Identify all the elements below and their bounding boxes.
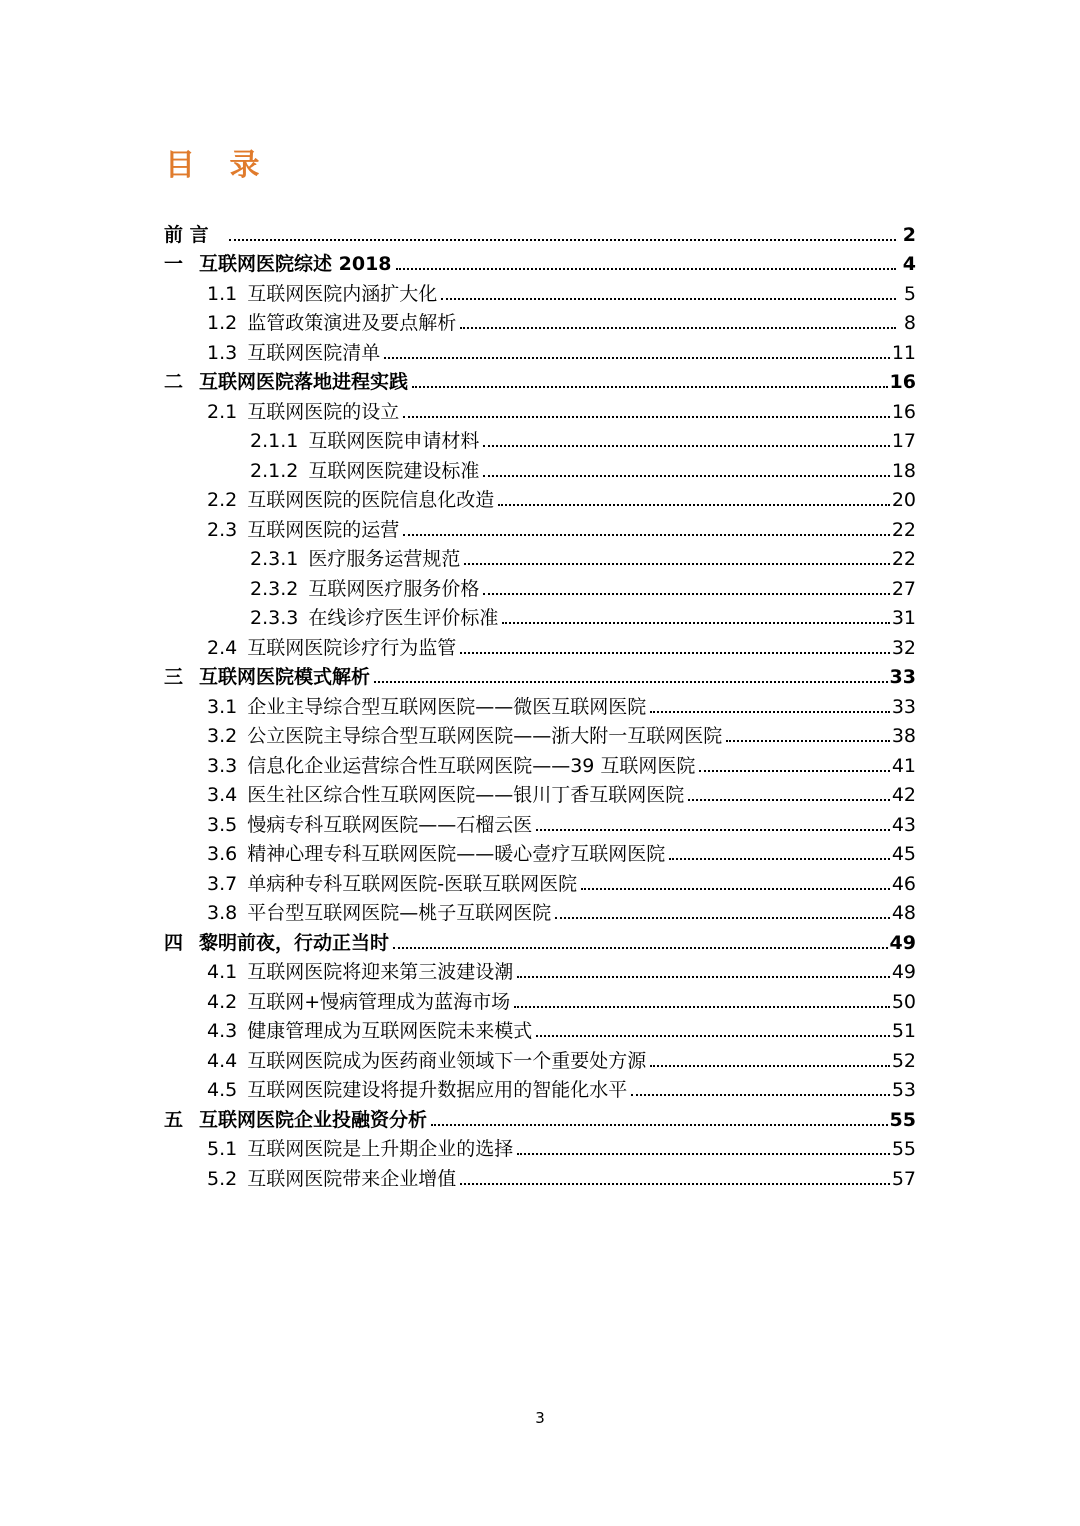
dot-leader	[514, 1006, 890, 1008]
toc-entry-label	[250, 607, 498, 629]
dot-leader	[536, 1035, 890, 1037]
toc-entry-label	[250, 548, 460, 570]
toc-entry[interactable]	[164, 511, 916, 541]
toc-entry-text: 互联网医院成为医药商业领域下一个重要处方源	[247, 1049, 647, 1072]
toc-entry-text: 互联网+慢病管理成为蓝海市场	[247, 990, 511, 1013]
toc-entry-number: 2.3.1	[250, 548, 299, 570]
toc-entry-page: 33	[891, 695, 916, 718]
dot-leader	[229, 239, 896, 241]
toc-entry[interactable]	[164, 1042, 916, 1072]
dot-leader	[483, 593, 889, 595]
toc-entry-number: 2.1.2	[250, 459, 299, 482]
toc-entry[interactable]	[164, 659, 916, 689]
toc-entry-number: 4.3	[207, 1020, 238, 1042]
toc-entry-label	[207, 784, 684, 806]
table-of-contents	[164, 216, 916, 1190]
toc-entry-number: 3.1	[207, 695, 238, 718]
toc-entry[interactable]	[164, 1072, 916, 1102]
toc-entry[interactable]	[164, 600, 916, 630]
toc-entry-number: 2.3.3	[250, 607, 299, 629]
toc-entry[interactable]	[164, 1131, 916, 1161]
dot-leader	[699, 770, 889, 772]
toc-entry-page: 20	[891, 489, 916, 511]
toc-entry-label	[207, 342, 380, 364]
toc-entry-text: 互联网医院的运营	[247, 518, 400, 541]
toc-entry-label	[164, 932, 389, 954]
toc-entry-page: 55	[891, 1138, 916, 1160]
toc-entry-page: 53	[891, 1079, 916, 1101]
dot-leader	[498, 504, 890, 506]
dot-leader	[631, 1094, 890, 1096]
dot-leader	[393, 947, 888, 949]
toc-entry-label	[164, 224, 225, 246]
dot-leader	[384, 357, 890, 359]
toc-entry-text: 健康管理成为互联网医院未来模式	[247, 1020, 533, 1042]
toc-entry-text: 互联网医院建设标准	[308, 459, 480, 482]
toc-entry-label	[207, 843, 665, 865]
toc-entry-page: 8	[903, 312, 916, 334]
toc-title: 目 录	[165, 148, 272, 183]
toc-entry-text: 互联网医院将迎来第三波建设潮	[247, 961, 514, 983]
toc-entry-page: 51	[891, 1020, 916, 1042]
dot-leader	[517, 976, 890, 978]
toc-entry-page: 38	[891, 725, 916, 747]
toc-entry-text: 信息化企业运营综合性互联网医院——39 互联网医院	[247, 754, 696, 777]
toc-entry[interactable]	[164, 423, 916, 453]
toc-entry-text: 互联网医院诊疗行为监管	[247, 636, 457, 659]
toc-entry-label	[250, 578, 479, 600]
toc-entry-page: 33	[889, 666, 916, 688]
toc-entry-page: 16	[891, 400, 916, 423]
toc-entry[interactable]	[164, 570, 916, 600]
toc-entry-page: 57	[891, 1167, 916, 1190]
toc-entry[interactable]	[164, 541, 916, 571]
dot-leader	[412, 386, 888, 388]
toc-entry-label	[207, 519, 399, 541]
toc-entry-text: 在线诊疗医生评价标准	[308, 607, 499, 629]
toc-entry-label	[164, 1109, 427, 1131]
toc-entry-label	[207, 873, 577, 895]
toc-entry-text: 互联网医院模式解析	[199, 666, 371, 688]
toc-entry[interactable]	[164, 924, 916, 954]
dot-leader	[688, 799, 890, 801]
toc-entry-text: 精神心理专科互联网医院——暖心壹疗互联网医院	[247, 843, 666, 865]
toc-entry-number: 一	[164, 253, 184, 275]
toc-entry-label	[250, 460, 479, 482]
toc-entry-page: 42	[891, 784, 916, 806]
toc-entry-number: 3.4	[207, 784, 238, 806]
toc-entry-number: 三	[164, 666, 184, 688]
toc-entry-text: 互联网医疗服务价格	[308, 577, 480, 600]
toc-entry-page: 32	[891, 636, 916, 659]
toc-entry-page: 31	[891, 607, 916, 629]
toc-entry[interactable]	[164, 806, 916, 836]
toc-entry-number: 2.4	[207, 636, 238, 659]
toc-entry-text: 监管政策演进及要点解析	[247, 312, 457, 334]
toc-entry-label	[207, 902, 551, 924]
dot-leader	[431, 1124, 888, 1126]
toc-entry-text: 互联网医院落地进程实践	[199, 371, 409, 393]
toc-entry-text: 互联网医院带来企业增值	[247, 1167, 457, 1190]
toc-entry-number: 五	[164, 1108, 184, 1131]
dot-leader	[581, 888, 890, 890]
toc-entry[interactable]	[164, 1101, 916, 1131]
toc-entry[interactable]	[164, 334, 916, 364]
toc-entry-page: 17	[891, 430, 916, 452]
toc-entry-page: 2	[902, 223, 916, 246]
toc-entry[interactable]	[164, 688, 916, 718]
toc-entry-text: 互联网医院的设立	[247, 400, 400, 423]
toc-entry-page: 16	[889, 371, 916, 393]
toc-entry[interactable]	[164, 482, 916, 512]
toc-entry-label	[164, 253, 392, 275]
toc-entry-label	[207, 1168, 456, 1190]
toc-entry-label	[207, 283, 437, 305]
toc-entry-number: 2.1.1	[250, 430, 299, 452]
dot-leader	[374, 681, 888, 683]
toc-entry-page: 5	[903, 282, 916, 305]
toc-entry-number: 3.8	[207, 902, 238, 924]
toc-entry-page: 4	[902, 253, 916, 275]
toc-entry-text: 互联网医院综述 2018	[199, 253, 392, 275]
toc-entry-text: 医生社区综合性互联网医院——银川丁香互联网医院	[247, 784, 685, 806]
toc-entry[interactable]	[164, 954, 916, 984]
toc-entry-number: 3.5	[207, 813, 238, 836]
toc-entry-page: 41	[891, 754, 916, 777]
toc-entry-number: 前 言	[164, 223, 209, 246]
toc-entry-label	[207, 312, 456, 334]
toc-entry-label	[207, 696, 646, 718]
toc-entry[interactable]	[164, 1013, 916, 1043]
toc-entry-text: 互联网医院内涵扩大化	[247, 282, 438, 305]
dot-leader	[441, 298, 896, 300]
toc-entry-page: 46	[891, 872, 916, 895]
toc-entry-text: 互联网医院清单	[247, 341, 381, 364]
toc-entry-number: 四	[164, 931, 184, 954]
dot-leader	[483, 445, 889, 447]
toc-entry-label	[207, 814, 532, 836]
toc-entry[interactable]	[164, 895, 916, 925]
toc-entry-text: 互联网医院的医院信息化改造	[247, 489, 495, 511]
toc-entry-page: 43	[891, 813, 916, 836]
toc-entry-number: 3.2	[207, 725, 238, 747]
dot-leader	[502, 622, 889, 624]
toc-entry-text: 公立医院主导综合型互联网医院——浙大附一互联网医院	[247, 725, 723, 747]
toc-entry-text: 互联网医院是上升期企业的选择	[247, 1138, 514, 1160]
toc-entry-label	[207, 637, 456, 659]
toc-entry[interactable]	[164, 836, 916, 866]
toc-entry-number: 5.2	[207, 1167, 238, 1190]
dot-leader	[650, 1065, 890, 1067]
dot-leader	[536, 829, 890, 831]
dot-leader	[403, 534, 890, 536]
toc-entry-number: 5.1	[207, 1138, 238, 1160]
dot-leader	[460, 1183, 890, 1185]
dot-leader	[403, 416, 890, 418]
toc-entry[interactable]	[164, 865, 916, 895]
dot-leader	[517, 1153, 890, 1155]
toc-entry-number: 3.3	[207, 754, 238, 777]
toc-entry[interactable]	[164, 305, 916, 335]
toc-entry-page: 50	[891, 990, 916, 1013]
toc-entry-page: 18	[891, 459, 916, 482]
dot-leader	[460, 652, 890, 654]
toc-entry-text: 单病种专科互联网医院-医联互联网医院	[247, 872, 578, 895]
toc-entry-page: 45	[891, 843, 916, 865]
toc-entry[interactable]	[164, 364, 916, 394]
page-number: 3	[535, 1409, 545, 1427]
toc-entry-label	[207, 991, 510, 1013]
dot-leader	[396, 268, 896, 270]
toc-entry-label	[250, 430, 479, 452]
toc-entry-number: 4.2	[207, 990, 238, 1013]
toc-entry-label	[164, 666, 370, 688]
toc-entry-label	[207, 725, 722, 747]
dot-leader	[460, 327, 896, 329]
toc-entry[interactable]	[164, 216, 916, 246]
toc-entry-page: 55	[889, 1108, 916, 1131]
toc-entry-label	[207, 961, 513, 983]
toc-entry[interactable]	[164, 777, 916, 807]
toc-entry[interactable]	[164, 629, 916, 659]
toc-entry[interactable]	[164, 747, 916, 777]
toc-entry[interactable]	[164, 718, 916, 748]
toc-entry-label	[207, 1050, 646, 1072]
toc-entry-number: 4.5	[207, 1079, 238, 1101]
toc-entry-number: 3.7	[207, 872, 238, 895]
toc-entry-number: 1.3	[207, 341, 238, 364]
toc-entry-text: 慢病专科互联网医院——石榴云医	[247, 813, 533, 836]
toc-entry-number: 4.4	[207, 1049, 238, 1072]
toc-entry-number: 4.1	[207, 961, 238, 983]
toc-entry-label	[207, 755, 695, 777]
toc-entry-label	[207, 401, 399, 423]
toc-entry-label	[207, 489, 494, 511]
toc-entry-label	[164, 371, 408, 393]
toc-entry-label	[207, 1020, 532, 1042]
toc-entry-page: 49	[891, 961, 916, 983]
toc-entry[interactable]	[164, 393, 916, 423]
toc-entry-page: 27	[891, 577, 916, 600]
toc-entry-text: 平台型互联网医院—桃子互联网医院	[247, 902, 552, 924]
toc-entry-number: 2.3	[207, 518, 238, 541]
toc-entry-page: 52	[891, 1049, 916, 1072]
toc-entry[interactable]	[164, 275, 916, 305]
toc-entry-number: 二	[164, 371, 184, 393]
toc-entry-page: 49	[889, 931, 916, 954]
toc-entry[interactable]	[164, 452, 916, 482]
toc-entry-number: 1.1	[207, 282, 238, 305]
toc-entry-text: 互联网医院建设将提升数据应用的智能化水平	[247, 1079, 628, 1101]
dot-leader	[555, 917, 890, 919]
dot-leader	[483, 475, 889, 477]
toc-entry[interactable]	[164, 1160, 916, 1190]
toc-entry-text: 互联网医院申请材料	[308, 430, 480, 452]
toc-entry[interactable]	[164, 246, 916, 276]
dot-leader	[464, 563, 889, 565]
toc-entry-number: 1.2	[207, 312, 238, 334]
toc-entry-text: 互联网医院企业投融资分析	[199, 1108, 428, 1131]
toc-entry-number: 3.6	[207, 843, 238, 865]
dot-leader	[669, 858, 890, 860]
dot-leader	[726, 740, 890, 742]
toc-entry-text: 医疗服务运营规范	[308, 548, 461, 570]
toc-entry-number: 2.2	[207, 489, 238, 511]
toc-entry-page: 22	[891, 518, 916, 541]
toc-entry-page: 22	[891, 548, 916, 570]
toc-entry-text: 企业主导综合型互联网医院——微医互联网医院	[247, 695, 647, 718]
toc-entry-number: 2.1	[207, 400, 238, 423]
toc-entry-page: 48	[891, 902, 916, 924]
toc-entry-label	[207, 1138, 513, 1160]
dot-leader	[650, 711, 890, 713]
toc-entry-page: 11	[891, 341, 916, 364]
toc-entry-number: 2.3.2	[250, 577, 299, 600]
toc-entry[interactable]	[164, 983, 916, 1013]
toc-entry-text: 黎明前夜，行动正当时	[199, 931, 390, 954]
toc-entry-label	[207, 1079, 627, 1101]
